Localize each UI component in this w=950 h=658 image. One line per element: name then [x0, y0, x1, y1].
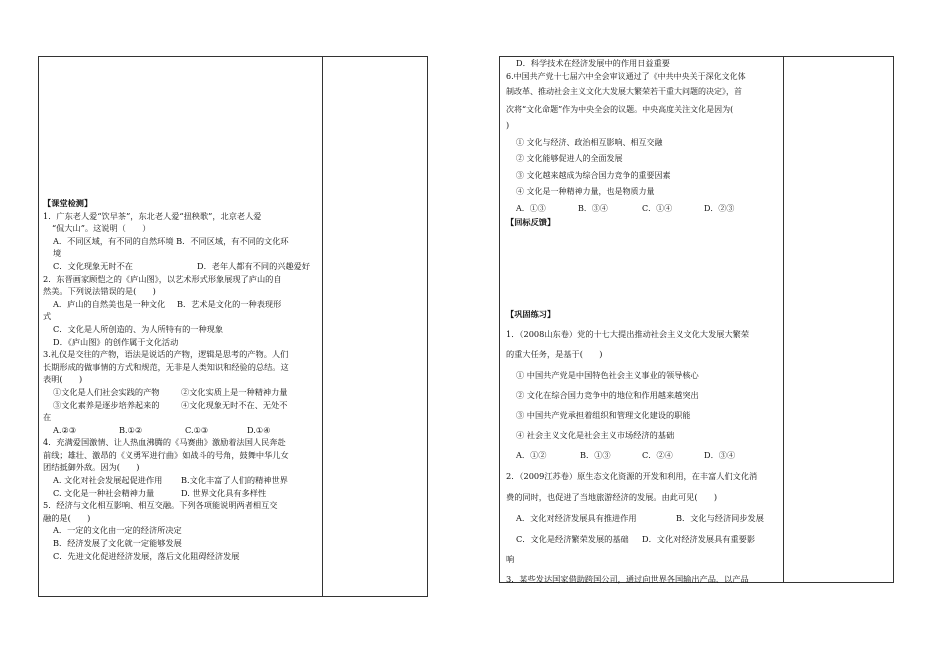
q6-option-a: A．①③: [516, 203, 546, 213]
p1-option-c: C．②④: [642, 450, 673, 460]
practice-question-1: 1．（2008山东卷）党的十七大提出推动社会主义文化大发展大繁荣 的重大任务，是基于( ) ① 中国共产党是中国特色社会主义事业的领导核心 ② 文化在综合国力竞争中的地位和作用越来越突出 ③ 中国共产党承担着组织和管理文化建设的职能 ④ 社会主义文化是社会主义市场经济的基础 A．①② B．①③ C．②④ D．③④: [506, 325, 782, 465]
right-page-practice-content: [506, 308, 782, 589]
left-page-content: [43, 197, 321, 562]
question-4: 4．充满爱国激情、让人热血沸腾的《马赛曲》激励着法国人民奔赴 前线；雄壮、激昂的《义勇军进行曲》如战斗的号角，鼓舞中华儿女 团结抵御外敌。因为( ) A. 文化对社会发展起促进作用 B.文化丰富了人们的精神世界 C. 文化是一种社会精神力量 D. 世界文化具有多样性: [43, 437, 289, 498]
practice-question-3: 3．某些发达国家借助跨国公司，通过向世界各国输出产品、以产品: [506, 574, 749, 584]
p2-option-b: B．文化与经济同步发展: [676, 513, 764, 523]
q3-option-c: C.①③: [185, 424, 209, 435]
q5-option-a: A．一定的文化由一定的经济所决定: [53, 525, 182, 536]
question-6: 6.中国共产党十七届六中全会审议通过了《中共中央关于深化文化体 制改革、推动社会主义文化大发展大繁荣若干重大问题的决定》，首 次将“文化命题”作为中央全会的议题。中央高度关注文化是因为( ) ① 文化与经济、政治相互影响、相互交融 ② 文化能够促进人的全面发展 ③ 文化越来越成为综合国力竞争的重要因素 ④ 文化是一种精神力量，也是物质力量 A．①③ B．③④ C．①④ D．②③: [506, 70, 782, 217]
question-1: 1．广东老人爱“饮早茶”，东北老人爱“扭秧歌”，北京老人爱 “侃大山”。这说明（ ） A．不同区域，有不同的自然环境 B．不同区域，有不同的文化环 境 C．文化现象无时不在 D．老年人都有不同的兴趣爱好: [43, 210, 321, 273]
q2-option-b: B．艺术是文化的一种表现形: [177, 298, 282, 309]
p1-option-b: B．①③: [580, 450, 611, 460]
question-2: 2．东晋画家顾恺之的《庐山图》，以艺术形式形象展现了庐山的自 然美。下列说法错误的是( ) A．庐山的自然美也是一种文化 B．艺术是文化的一种表现形 式 C．文化是人所创造的、为人所特有的一种现象 D．《庐山图》的创作属于文化活动: [43, 273, 321, 349]
left-page-column-divider: [322, 56, 323, 597]
q4-option-c: C. 文化是一种社会精神力量: [53, 487, 155, 498]
q5-option-c: C．先进文化促进经济发展，落后文化阻碍经济发展: [53, 550, 240, 561]
right-page-top-content: [506, 57, 782, 228]
q3-option-a: A.②③: [53, 424, 77, 435]
p1-option-a: A．①②: [516, 450, 547, 460]
q4-option-b: B.文化丰富了人们的精神世界: [181, 475, 288, 486]
p2-option-d: D．文化对经济发展具有重要影: [642, 534, 756, 544]
q1-option-d: D．老年人都有不同的兴趣爱好: [197, 260, 311, 271]
right-page-column-divider: [783, 56, 784, 583]
section-title-class-test: 【课堂检测】: [43, 198, 93, 208]
question-5: 5．经济与文化相互影响、相互交融。下列各项能说明两者相互交 融的是( ) A．一定的文化由一定的经济所决定 B．经济发展了文化就一定能够发展 C．先进文化促进经济发展，落后文化阻碍经济发展: [43, 499, 321, 562]
p2-option-c: C．文化是经济繁荣发展的基础: [516, 534, 629, 544]
q4-option-a: A. 文化对社会发展起促进作用: [53, 475, 163, 486]
question-3: 3.礼仪是交往的产物，语法是说话的产物，逻辑是思考的产物。人们 长期形成的做事情的方式和规范，无非是人类知识和经验的总结。这 表明( ) ①文化是人们社会实践的产物 ②文化实质上是一种精神力量 ③文化素养是逐步培养起来的 ④文化现象无时不在、无处不 在 A.②③ B.①② C.①③ D.①④: [43, 349, 289, 435]
q2-option-c: C．文化是人所创造的、为人所特有的一种现象: [53, 323, 224, 334]
q1-option-a: A．不同区域，有不同的自然环境 B．不同区域，有不同的文化环: [53, 235, 289, 246]
q1-option-c: C．文化现象无时不在: [53, 260, 133, 271]
p2-option-a: A．文化对经济发展具有推进作用: [516, 513, 637, 523]
q2-option-a: A．庐山的自然美也是一种文化: [53, 298, 166, 309]
p1-option-d: D．③④: [704, 450, 736, 460]
q6-option-c: C．①④: [642, 203, 673, 213]
q3-option-d: D.①④: [247, 424, 271, 435]
q5-option-d: D．科学技术在经济发展中的作用日益重要: [516, 58, 670, 68]
q6-option-b: B．③④: [578, 203, 608, 213]
q3-option-b: B.①②: [119, 424, 143, 435]
q2-option-d: D．《庐山图》的创作属于文化活动: [53, 336, 179, 347]
practice-question-2: 2．（2009江苏卷）原生态文化资源的开发和利用，在丰富人们文化消 费的同时，也促进了当地旅游经济的发展。由此可见( ) A．文化对经济发展具有推进作用 B．文化与经济同步发展 C．文化是经济繁荣发展的基础 D．文化对经济发展具有重要影 响: [506, 471, 764, 564]
q5-option-b: B．经济发展了文化就一定能够发展: [53, 538, 182, 549]
q4-option-d: D. 世界文化具有多样性: [181, 487, 267, 498]
section-title-feedback: 【回标反馈】: [506, 216, 556, 227]
q6-option-d: D．②③: [704, 203, 735, 213]
section-title-practice: 【巩固练习】: [506, 309, 556, 319]
